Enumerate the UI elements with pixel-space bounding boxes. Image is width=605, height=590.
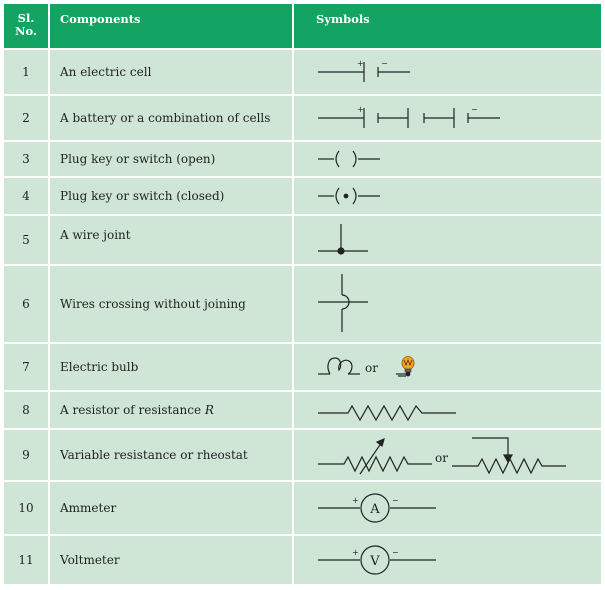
electric-cell-symbol: [294, 50, 601, 94]
row-9-number: [4, 430, 48, 480]
row-number: 9: [22, 448, 30, 462]
component-name: An electric cell: [60, 65, 152, 79]
minus-sign: −: [471, 105, 478, 114]
row-8-symbol: [294, 392, 601, 428]
header-sl-no-label: Sl. No.: [15, 11, 37, 38]
component-name: Ammeter: [60, 501, 117, 515]
minus-sign: −: [392, 548, 399, 557]
ammeter-letter: A: [370, 502, 380, 517]
ammeter-symbol: [294, 482, 601, 534]
row-7-component: [50, 344, 292, 390]
component-name: A resistor of resistance R: [60, 403, 214, 417]
row-11-symbol: [294, 536, 601, 584]
component-name: A wire joint: [60, 228, 131, 242]
plus-sign: +: [357, 105, 364, 114]
row-10-number: [4, 482, 48, 534]
row-1-symbol: [294, 50, 601, 94]
row-number: 4: [22, 189, 30, 203]
row-6-number: [4, 266, 48, 342]
row-6-component: [50, 266, 292, 342]
minus-sign: −: [381, 59, 388, 68]
component-name: A battery or a combination of cells: [60, 111, 271, 125]
header-symbols: [294, 4, 601, 48]
open-plug-key-symbol: [294, 142, 601, 176]
row-8-component: [50, 392, 292, 428]
row-11-number: [4, 536, 48, 584]
resistance-variable: R: [204, 403, 214, 417]
row-number: 2: [22, 111, 30, 125]
header-symbols-label: Symbols: [316, 12, 370, 26]
battery-symbol: [294, 96, 601, 140]
row-10-symbol: [294, 482, 601, 534]
row-7-number: [4, 344, 48, 390]
header-components-label: Components: [60, 12, 141, 26]
plus-sign: +: [352, 548, 359, 557]
row-7-symbol: [294, 344, 601, 390]
row-number: 1: [22, 65, 30, 79]
components-symbols-table: [4, 4, 601, 584]
row-9-symbol: [294, 430, 601, 480]
row-3-component: [50, 142, 292, 176]
component-name: Variable resistance or rheostat: [60, 448, 248, 462]
minus-sign: −: [392, 496, 399, 505]
wires-crossing-symbol: [294, 266, 601, 342]
component-name: Electric bulb: [60, 360, 139, 374]
row-11-component: [50, 536, 292, 584]
row-1-number: [4, 50, 48, 94]
row-9-component: [50, 430, 292, 480]
row-number: 10: [18, 501, 34, 515]
row-number: 5: [22, 233, 30, 247]
plus-sign: +: [352, 496, 359, 505]
row-2-component: [50, 96, 292, 140]
row-4-number: [4, 178, 48, 214]
row-2-number: [4, 96, 48, 140]
component-name: Voltmeter: [60, 553, 120, 567]
header-sl-no: [4, 4, 48, 48]
row-8-number: [4, 392, 48, 428]
electric-bulb-symbol: [294, 344, 601, 390]
row-6-symbol: [294, 266, 601, 342]
wire-joint-symbol: [294, 216, 601, 264]
or-text: or: [435, 451, 448, 465]
rheostat-symbol: [294, 430, 601, 480]
row-10-component: [50, 482, 292, 534]
row-5-symbol: [294, 216, 601, 264]
row-4-component: [50, 178, 292, 214]
row-number: 7: [22, 360, 30, 374]
closed-plug-key-symbol: [294, 178, 601, 214]
header-components: [50, 4, 292, 48]
voltmeter-symbol: [294, 536, 601, 584]
row-5-number: [4, 216, 48, 264]
row-4-symbol: [294, 178, 601, 214]
component-name: Plug key or switch (open): [60, 152, 216, 166]
row-number: 8: [22, 403, 30, 417]
resistor-symbol: [294, 392, 601, 428]
row-1-component: [50, 50, 292, 94]
component-name: Plug key or switch (closed): [60, 189, 225, 203]
row-number: 11: [18, 553, 34, 567]
plus-sign: +: [357, 59, 364, 68]
row-2-symbol: [294, 96, 601, 140]
voltmeter-letter: V: [370, 554, 380, 569]
component-name: Wires crossing without joining: [60, 297, 246, 311]
or-text: or: [365, 361, 378, 375]
row-3-symbol: [294, 142, 601, 176]
row-number: 6: [22, 297, 30, 311]
row-5-component: [50, 216, 292, 264]
row-number: 3: [22, 152, 30, 166]
lit-bulb-icon: [396, 357, 414, 377]
row-3-number: [4, 142, 48, 176]
